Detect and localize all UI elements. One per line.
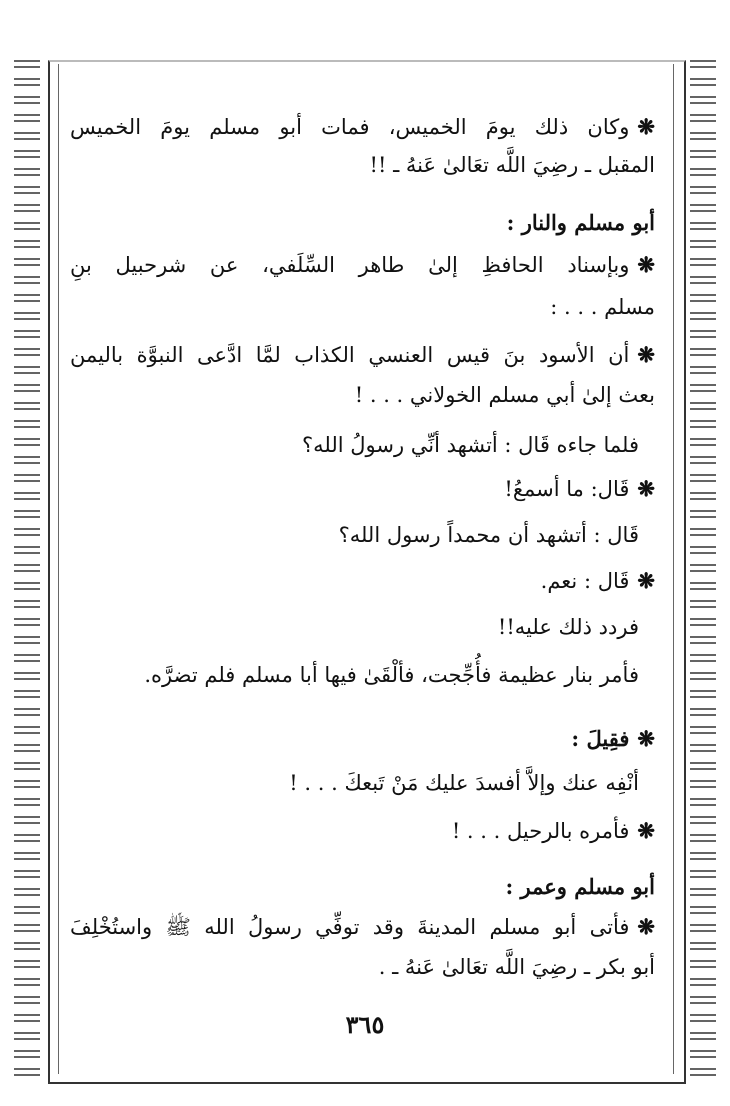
dialogue-line: فردد ذلك عليه!! — [497, 615, 639, 639]
dialogue-line: فلما جاءه قَال : أتشهد أنِّي رسولُ الله؟ — [301, 433, 639, 457]
star-marker: ❋ — [637, 818, 655, 843]
dialogue-line: فأمر بنار عظيمة فأُجِّجت، فألْقَىٰ فيها أبا مسلم فلم تضرَّه. — [144, 663, 639, 687]
section-heading: أبو مسلم وعمر : — [505, 874, 655, 899]
dialogue-line: أنْفِه عنك وإلاَّ أفسدَ عليك مَنْ تَبعكَ . . . ! — [289, 771, 639, 795]
dialogue-line: ❋قَال : نعم. — [540, 568, 655, 593]
star-marker: ❋ — [637, 568, 655, 593]
paragraph-line: مسلم . . . : — [550, 295, 655, 319]
left-ornamental-border — [14, 60, 40, 1080]
star-marker: ❋ — [637, 252, 655, 277]
dialogue-line: ❋فأمره بالرحيل . . . ! — [451, 818, 655, 843]
paragraph-line: ❋فأتى أبو مسلم المدينةَ وقد توفِّي رسولُ الله ﷺ واستُخْلِفَ — [70, 914, 655, 939]
paragraph-line: أبو بكر ـ رضِيَ اللَّه تعَالىٰ عَنهُ ـ . — [378, 955, 655, 979]
right-ornamental-border — [690, 60, 716, 1080]
star-marker: ❋ — [637, 342, 655, 367]
star-marker: ❋ — [637, 726, 655, 751]
paragraph-line: ❋وكان ذلك يومَ الخميس، فمات أبو مسلم يومَ الخميس — [70, 114, 655, 139]
paragraph-line: المقبل ـ رضِيَ اللَّه تعَالىٰ عَنهُ ـ !! — [369, 153, 655, 177]
paragraph-line: ❋أن الأسود بنَ قيس العنسي الكذاب لمَّا ادَّعى النبوَّة باليمن — [70, 342, 655, 367]
star-marker: ❋ — [637, 914, 655, 939]
dialogue-line: ❋قَال: ما أسمعُ! — [504, 476, 655, 501]
page-number: ٣٦٥ — [345, 1010, 385, 1039]
paragraph-line: ❋وبإسناد الحافظِ إلىٰ طاهر السِّلَفي، عن شرحبيل بنِ — [70, 252, 655, 277]
section-heading: أبو مسلم والنار : — [506, 210, 655, 235]
dialogue-line: قَال : أتشهد أن محمداً رسول الله؟ — [338, 523, 639, 547]
paragraph-line: بعث إلىٰ أبي مسلم الخولاني . . . ! — [354, 383, 655, 407]
star-marker: ❋ — [637, 114, 655, 139]
dialogue-line: ❋فقِيلَ : — [571, 726, 655, 751]
star-marker: ❋ — [637, 476, 655, 501]
